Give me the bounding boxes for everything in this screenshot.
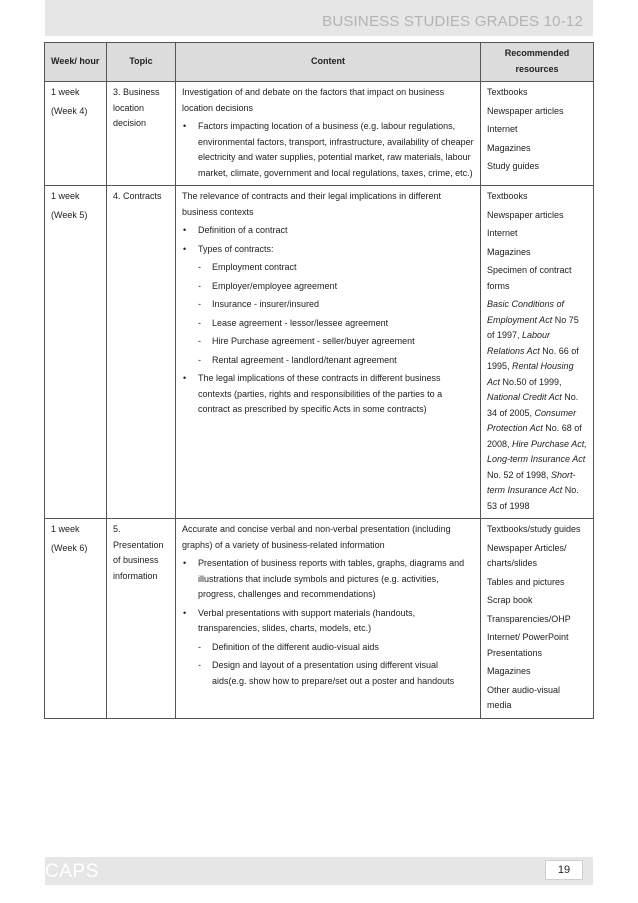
bullet-item: • Verbal presentations with support materials (handouts, transparencies, slides, charts, models, etc.) — [182, 606, 474, 637]
bullet-item: • Types of contracts: — [182, 242, 474, 258]
curriculum-table — [44, 42, 594, 719]
dash-item: - Rental agreement - landlord/tenant agreement — [182, 353, 474, 369]
dash-item: - Design and layout of a presentation using different visual aids(e.g. show how to prepare/set out a poster and handouts — [182, 658, 474, 689]
header-content: Content — [176, 43, 481, 82]
dash-item: - Lease agreement - lessor/lessee agreement — [182, 316, 474, 332]
content-intro: Investigation of and debate on the factors that impact on business location decisions — [182, 87, 445, 113]
topic-cell: 5. Presentation of business information — [107, 519, 176, 719]
page-footer-bar — [45, 857, 593, 885]
resources-cell: Textbooks Newspaper articles Internet Magazines Study guides — [481, 82, 594, 186]
table-row — [45, 186, 594, 519]
content-cell — [176, 186, 481, 519]
page-number: 19 — [545, 860, 583, 880]
bullet-item: • Factors impacting location of a business (e.g. labour regulations, environmental factors, transport, infrastructure, availability of cheaper electricity and water supplies, potential market, raw materials, labour market, climate, government and local regulations, taxes, crime, etc.) — [182, 119, 474, 181]
topic-cell: 4. Contracts — [107, 186, 176, 519]
bullet-item: • Presentation of business reports with tables, graphs, diagrams and illustrations that include symbols and pictures (e.g. activities, progress, challenges and recommendations) — [182, 556, 474, 603]
caps-label: CAPS — [45, 861, 99, 882]
header-week: Week/ hour — [45, 43, 107, 82]
page-header-title: BUSINESS STUDIES GRADES 10-12 — [322, 13, 583, 30]
table-row — [45, 519, 594, 719]
week-cell: 1 week (Week 5) — [45, 186, 107, 519]
page-header-bar — [45, 0, 593, 36]
content-cell — [176, 519, 481, 719]
dash-item: - Insurance - insurer/insured — [182, 297, 474, 313]
bullet-item: • Definition of a contract — [182, 223, 474, 239]
header-topic: Topic — [107, 43, 176, 82]
resources-cell: Textbooks Newspaper articles Internet Magazines Specimen of contract forms Basic Conditions of Employment Act No 75 of 1997, Labour Relations Act No. 66 of 1995, Rental Housing Act No.50 of 1999, National Credit Act No. 34 of 2005, Consumer Protection Act No. 68 of 2008, Hire Purchase Act, Long-term Insurance Act No. 52 of 1998, Short-term Insurance Act No. 53 of 1998 — [481, 186, 594, 519]
dash-item: - Definition of the different audio-visual aids — [182, 640, 474, 656]
dash-item: - Employment contract — [182, 260, 474, 276]
week-cell: 1 week (Week 6) — [45, 519, 107, 719]
week-cell: 1 week (Week 4) — [45, 82, 107, 186]
table-header-row — [45, 43, 594, 82]
resources-cell: Textbooks/study guides Newspaper Articles/ charts/slides Tables and pictures Scrap book Transparencies/OHP Internet/ PowerPoint Presentations Magazines Other audio-visual media — [481, 519, 594, 719]
content-cell — [176, 82, 481, 186]
bullet-item: • The legal implications of these contracts in different business contexts (parties, rights and responsibilities of the parties to a contract as prescribed by specific Acts in some contracts) — [182, 371, 474, 418]
dash-item: - Employer/employee agreement — [182, 279, 474, 295]
content-intro: Accurate and concise verbal and non-verbal presentation (including graphs) of a variety of business-related information — [182, 524, 451, 550]
legal-acts: Basic Conditions of Employment Act No 75 of 1997, Labour Relations Act No. 66 of 1995, Rental Housing Act No.50 of 1999, National Credit Act No. 34 of 2005, Consumer Protection Act No. 68 of 2008, Hire Purchase Act, Long-term Insurance Act No. 52 of 1998, Short-term Insurance Act No. 53 of 1998 — [487, 299, 587, 511]
content-intro: The relevance of contracts and their legal implications in different business contexts — [182, 191, 441, 217]
header-resources: Recommended resources — [481, 43, 594, 82]
dash-item: - Hire Purchase agreement - seller/buyer agreement — [182, 334, 474, 350]
table-row — [45, 82, 594, 186]
topic-cell: 3. Business location decision — [107, 82, 176, 186]
